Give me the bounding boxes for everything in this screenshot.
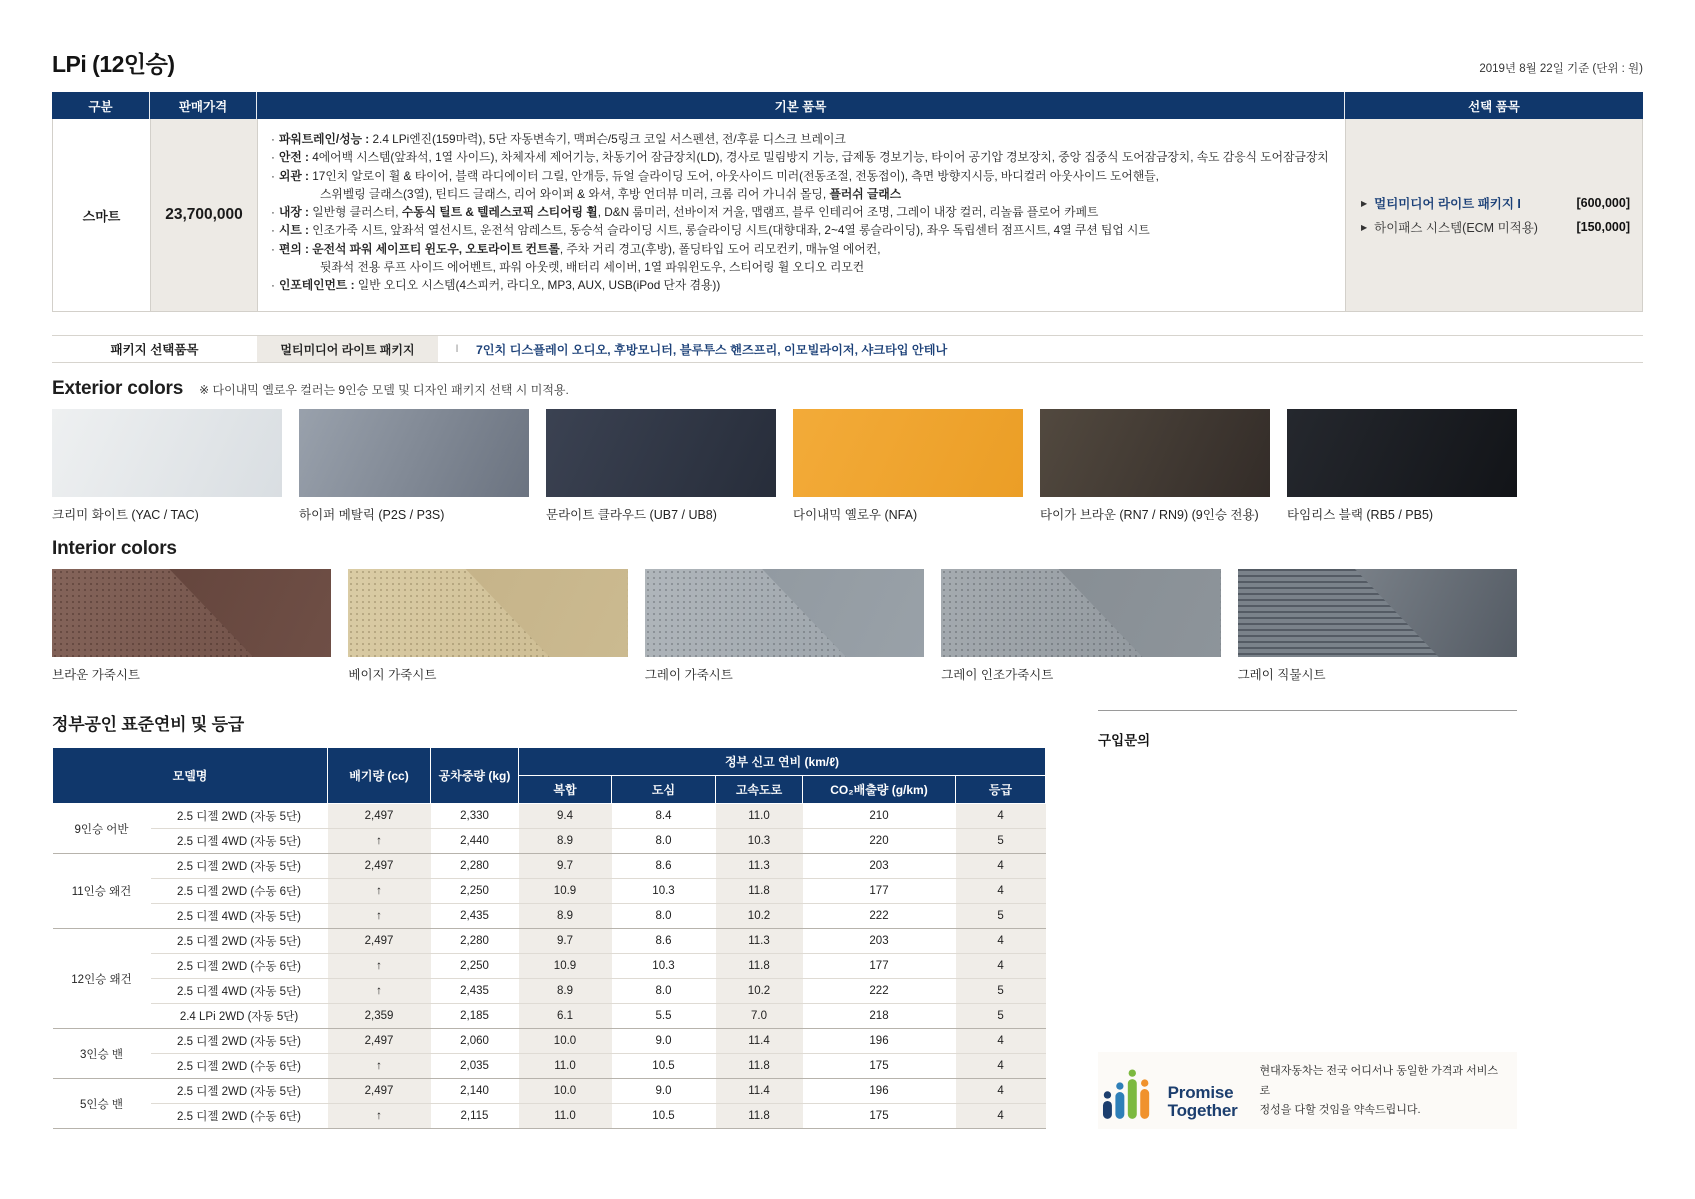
option-price: [150,000]	[1576, 220, 1630, 234]
fuel-value-cell: 4	[956, 879, 1046, 904]
package-row	[52, 335, 1643, 363]
fuel-model-cell: 2.5 디젤 4WD (자동 5단)	[151, 829, 328, 854]
spec-table	[52, 92, 1643, 312]
fuel-value-cell: 222	[803, 904, 956, 929]
fuel-table-row	[53, 879, 1046, 904]
interior-color-chip	[348, 569, 627, 657]
feature-line: · 내장 : 일반형 클러스터, 수동식 틸트 & 텔레스코픽 스티어링 휠, D&N 룸미러, 선바이저 거울, 맵램프, 블루 인테리어 조명, 그레이 내장 컬러, 리놀륨 플로어 카페트	[271, 205, 1099, 220]
exterior-swatch	[793, 409, 1023, 523]
interior-swatch-label: 그레이 직물시트	[1237, 668, 1326, 682]
interior-chip-panel	[348, 569, 627, 657]
package-name: 멀티미디어 라이트 패키지	[257, 336, 438, 362]
date-note: 2019년 8월 22일 기준 (단위 : 원)	[1479, 63, 1643, 75]
fuel-value-cell: 218	[803, 1004, 956, 1029]
fuel-table-row	[53, 1054, 1046, 1079]
exterior-color-chip	[1287, 409, 1517, 497]
option-item	[1361, 194, 1630, 212]
fuel-header-displacement: 배기량 (cc)	[328, 748, 431, 804]
feature-line: · 시트 : 인조가죽 시트, 앞좌석 열선시트, 운전석 암레스트, 동승석 슬라이딩 시트, 롱슬라이딩 시트(대향대좌, 2~4열 롱슬라이딩), 좌우 독립센터 점프시트, 4열 쿠션 팁업 시트	[271, 223, 1150, 238]
fuel-value-cell: 4	[956, 1079, 1046, 1104]
fuel-value-cell: 196	[803, 1029, 956, 1054]
bullet-icon: ·	[271, 132, 275, 146]
fuel-group-name: 5인승 밴	[53, 1079, 151, 1129]
bullet-icon: ·	[271, 150, 275, 165]
page-title: LPi (12인승)	[52, 51, 175, 77]
fuel-value-cell: 222	[803, 979, 956, 1004]
interior-swatch-label: 브라운 가죽시트	[52, 668, 140, 682]
interior-color-chip	[1238, 569, 1517, 657]
fuel-header-co2: CO₂배출량 (g/km)	[803, 776, 956, 804]
package-divider: I	[455, 343, 459, 355]
fuel-value-cell: 9.7	[519, 929, 612, 954]
option-name: 멀티미디어 라이트 패키지 I	[1374, 197, 1521, 211]
fuel-value-cell: 10.2	[716, 904, 803, 929]
fuel-section-title: 정부공인 표준연비 및 등급	[52, 715, 245, 734]
fuel-value-cell: 177	[803, 879, 956, 904]
bullet-icon: ·	[271, 205, 275, 220]
fuel-table	[52, 747, 1046, 1129]
fuel-value-cell: 10.9	[519, 879, 612, 904]
fuel-value-cell: 2,497	[328, 1079, 431, 1104]
fuel-value-cell: 4	[956, 854, 1046, 879]
interior-swatch-label: 그레이 인조가죽시트	[941, 668, 1054, 682]
fuel-group-name: 3인승 밴	[53, 1029, 151, 1079]
fuel-value-cell: 5.5	[612, 1004, 716, 1029]
interior-section-header	[52, 538, 1695, 560]
fuel-value-cell: 5	[956, 979, 1046, 1004]
bottom-section	[52, 710, 1517, 1129]
fuel-header-highway: 고속도로	[716, 776, 803, 804]
fuel-table-body	[53, 804, 1046, 1129]
fuel-value-cell: 10.3	[716, 829, 803, 854]
fuel-value-cell: 11.0	[519, 1054, 612, 1079]
inquiry-title: 구입문의	[1098, 733, 1151, 748]
exterior-color-chip	[1040, 409, 1270, 497]
fuel-value-cell: ↑	[328, 829, 431, 854]
option-item	[1361, 218, 1630, 236]
fuel-value-cell: 5	[956, 829, 1046, 854]
feature-list	[258, 119, 1346, 311]
package-contents: 7인치 디스플레이 오디오, 후방모니터, 블루투스 핸즈프리, 이모빌라이저, 샤크타입 안테나	[476, 342, 948, 357]
feature-line: 스위벨링 글래스(3열), 틴티드 글래스, 리어 와이퍼 & 와셔, 후방 언더뷰 미러, 크롬 리어 가니쉬 몰딩, 플러쉬 글래스	[320, 186, 902, 201]
bullet-icon: ·	[271, 241, 275, 256]
fuel-header-weight: 공차중량 (kg)	[431, 748, 519, 804]
fuel-value-cell: 10.9	[519, 954, 612, 979]
header-optional-items: 선택 품목	[1468, 99, 1520, 114]
fuel-model-cell: 2.5 디젤 2WD (자동 5단)	[151, 854, 328, 879]
fuel-value-cell: 10.0	[519, 1079, 612, 1104]
option-price: [600,000]	[1576, 196, 1630, 210]
fuel-value-cell: 203	[803, 854, 956, 879]
fuel-model-cell: 2.5 디젤 2WD (수동 6단)	[151, 954, 328, 979]
fuel-value-cell: 4	[956, 954, 1046, 979]
fuel-value-cell: 8.4	[612, 804, 716, 829]
header-price: 판매가격	[150, 92, 257, 119]
interior-swatch	[645, 569, 924, 683]
interior-swatch-label: 베이지 가죽시트	[348, 668, 437, 682]
fuel-value-cell: 220	[803, 829, 956, 854]
fuel-table-row	[53, 929, 1046, 954]
fuel-economy-section	[52, 710, 1046, 1129]
exterior-swatch-label: 다이내믹 옐로우 (NFA)	[793, 508, 918, 522]
fuel-value-cell: 9.4	[519, 804, 612, 829]
interior-swatch-grid	[52, 569, 1517, 683]
feature-line: · 편의 : 운전석 파워 세이프티 윈도우, 오토라이트 컨트롤, 주차 거리 경고(후방), 폴딩타입 도어 리모컨키, 매뉴얼 에어컨,	[271, 241, 881, 256]
fuel-table-row	[53, 804, 1046, 829]
interior-color-chip	[941, 569, 1220, 657]
promise-description: 현대자동차는 전국 어디서나 동일한 가격과 서비스로 정성을 다할 것임을 약속드립니다.	[1259, 1065, 1498, 1116]
fuel-value-cell: 177	[803, 954, 956, 979]
fuel-value-cell: ↑	[328, 904, 431, 929]
feature-line: · 인포테인먼트 : 일반 오디오 시스템(4스피커, 라디오, MP3, AUX, USB(iPod 단자 겸용))	[271, 278, 721, 293]
fuel-value-cell: 2,115	[431, 1104, 519, 1129]
topbar	[52, 46, 1643, 79]
exterior-swatch	[52, 409, 282, 523]
exterior-swatch	[546, 409, 776, 523]
spec-table-header	[52, 92, 1643, 119]
fuel-value-cell: 10.5	[612, 1054, 716, 1079]
interior-chip-panel	[52, 569, 331, 657]
fuel-model-cell: 2.5 디젤 4WD (자동 5단)	[151, 979, 328, 1004]
interior-chip-panel	[645, 569, 924, 657]
fuel-header-city: 도심	[612, 776, 716, 804]
promise-brand-text: Promise Together	[1167, 1082, 1238, 1121]
fuel-value-cell: 11.8	[716, 1054, 803, 1079]
fuel-value-cell: 5	[956, 1004, 1046, 1029]
fuel-value-cell: 8.0	[612, 829, 716, 854]
fuel-value-cell: 4	[956, 1029, 1046, 1054]
fuel-value-cell: 2,497	[328, 804, 431, 829]
fuel-header-combined: 복합	[519, 776, 612, 804]
fuel-value-cell: 4	[956, 1054, 1046, 1079]
fuel-table-row	[53, 829, 1046, 854]
fuel-value-cell: ↑	[328, 1054, 431, 1079]
fuel-value-cell: 2,280	[431, 854, 519, 879]
exterior-swatch-label: 하이퍼 메탈릭 (P2S / P3S)	[299, 508, 445, 522]
fuel-value-cell: 10.3	[612, 879, 716, 904]
fuel-model-cell: 2.4 LPi 2WD (자동 5단)	[151, 1004, 328, 1029]
bullet-icon: ·	[271, 223, 275, 238]
fuel-model-cell: 2.5 디젤 2WD (자동 5단)	[151, 929, 328, 954]
fuel-value-cell: 2,497	[328, 929, 431, 954]
fuel-table-row	[53, 979, 1046, 1004]
fuel-value-cell: 175	[803, 1104, 956, 1129]
package-row-label: 패키지 선택품목	[110, 343, 199, 357]
fuel-value-cell: 2,250	[431, 954, 519, 979]
fuel-value-cell: 10.3	[612, 954, 716, 979]
interior-chip-panel	[1238, 569, 1517, 657]
fuel-header-grade: 등급	[956, 776, 1046, 804]
fuel-header-economy-group: 정부 신고 연비 (km/ℓ)	[519, 748, 1046, 776]
fuel-value-cell: 4	[956, 1104, 1046, 1129]
fuel-table-row	[53, 1004, 1046, 1029]
fuel-value-cell: 10.0	[519, 1029, 612, 1054]
fuel-value-cell: 2,280	[431, 929, 519, 954]
fuel-value-cell: 4	[956, 804, 1046, 829]
exterior-note: ※ 다이내믹 옐로우 컬러는 9인승 모델 및 디자인 패키지 선택 시 미적용.	[199, 383, 569, 397]
fuel-value-cell: 2,185	[431, 1004, 519, 1029]
fuel-value-cell: 175	[803, 1054, 956, 1079]
fuel-value-cell: 11.0	[716, 804, 803, 829]
option-name: 하이패스 시스템(ECM 미적용)	[1374, 221, 1538, 235]
fuel-table-row	[53, 1029, 1046, 1054]
fuel-value-cell: 2,435	[431, 904, 519, 929]
exterior-section-header	[52, 378, 1695, 400]
fuel-value-cell: 8.9	[519, 979, 612, 1004]
feature-line: · 외관 : 17인치 알로이 휠 & 타이어, 블랙 라디에이터 그릴, 안개등, 듀얼 슬라이딩 도어, 아웃사이드 미러(전동조절, 전동접이), 측면 방향지시등, 바디컬러 아웃사이드 도어핸들,	[271, 168, 1159, 183]
feature-line: · 파워트레인/성능 : 2.4 LPi엔진(159마력), 5단 자동변속기, 맥퍼슨/5링크 코일 서스펜션, 전/후륜 디스크 브레이크	[271, 132, 846, 146]
fuel-value-cell: 2,250	[431, 879, 519, 904]
feature-line: · 안전 : 4에어백 시스템(앞좌석, 1열 사이드), 차체자세 제어기능, 차동기어 잠금장치(LD), 경사로 밀림방지 기능, 급제동 경보기능, 타이어 공기압 경보장치, 중앙 집중식 도어잠금장치, 속도 감응식 도어잠금장치	[271, 150, 1329, 165]
fuel-group-name: 12인승 왜건	[53, 929, 151, 1029]
exterior-color-chip	[793, 409, 1023, 497]
fuel-value-cell: 8.9	[519, 904, 612, 929]
fuel-model-cell: 2.5 디젤 2WD (수동 6단)	[151, 1104, 328, 1129]
fuel-value-cell: 2,435	[431, 979, 519, 1004]
fuel-value-cell: 10.2	[716, 979, 803, 1004]
fuel-value-cell: 9.0	[612, 1029, 716, 1054]
exterior-color-chip	[299, 409, 529, 497]
fuel-value-cell: 11.8	[716, 1104, 803, 1129]
exterior-color-chip	[52, 409, 282, 497]
interior-swatch	[941, 569, 1220, 683]
interior-color-chip	[52, 569, 331, 657]
exterior-swatch-label: 타이가 브라운 (RN7 / RN9) (9인승 전용)	[1040, 508, 1259, 522]
fuel-value-cell: 7.0	[716, 1004, 803, 1029]
fuel-model-cell: 2.5 디젤 2WD (자동 5단)	[151, 1029, 328, 1054]
interior-color-chip	[645, 569, 924, 657]
fuel-model-cell: 2.5 디젤 2WD (수동 6단)	[151, 1054, 328, 1079]
fuel-value-cell: 11.8	[716, 954, 803, 979]
fuel-value-cell: ↑	[328, 954, 431, 979]
interior-swatch	[1238, 569, 1517, 683]
exterior-title: Exterior colors	[52, 378, 184, 399]
fuel-value-cell: 11.3	[716, 854, 803, 879]
fuel-group-name: 9인승 어반	[53, 804, 151, 854]
exterior-swatch-label: 크리미 화이트 (YAC / TAC)	[52, 508, 199, 522]
exterior-swatch	[1287, 409, 1517, 523]
fuel-table-row	[53, 1104, 1046, 1129]
fuel-model-cell: 2.5 디젤 2WD (자동 5단)	[151, 1079, 328, 1104]
fuel-value-cell: 6.1	[519, 1004, 612, 1029]
fuel-value-cell: 11.8	[716, 879, 803, 904]
fuel-model-cell: 2.5 디젤 4WD (자동 5단)	[151, 904, 328, 929]
fuel-value-cell: 5	[956, 904, 1046, 929]
fuel-value-cell: 8.9	[519, 829, 612, 854]
fuel-table-row	[53, 904, 1046, 929]
fuel-value-cell: ↑	[328, 979, 431, 1004]
header-category: 구분	[52, 92, 150, 119]
fuel-value-cell: 8.0	[612, 979, 716, 1004]
exterior-color-chip	[546, 409, 776, 497]
fuel-value-cell: 4	[956, 929, 1046, 954]
bullet-icon: ·	[271, 278, 275, 293]
promise-together-logo-icon	[1100, 1065, 1156, 1121]
fuel-value-cell: 210	[803, 804, 956, 829]
fuel-value-cell: 2,497	[328, 854, 431, 879]
fuel-value-cell: 8.6	[612, 929, 716, 954]
fuel-value-cell: 2,035	[431, 1054, 519, 1079]
option-arrow-icon: ▶	[1361, 222, 1368, 232]
fuel-value-cell: 9.0	[612, 1079, 716, 1104]
purchase-inquiry-panel	[1098, 710, 1517, 1129]
trim-name: 스마트	[53, 119, 151, 311]
exterior-swatch	[299, 409, 529, 523]
fuel-value-cell: 8.0	[612, 904, 716, 929]
price-value: 23,700,000	[151, 119, 258, 311]
option-arrow-icon: ▶	[1361, 198, 1368, 208]
fuel-value-cell: 11.4	[716, 1079, 803, 1104]
fuel-value-cell: ↑	[328, 1104, 431, 1129]
option-list	[1346, 119, 1642, 311]
fuel-value-cell: 8.6	[612, 854, 716, 879]
interior-swatch	[52, 569, 331, 683]
fuel-value-cell: 2,440	[431, 829, 519, 854]
fuel-value-cell: 2,330	[431, 804, 519, 829]
exterior-swatch-grid	[52, 409, 1517, 523]
interior-title: Interior colors	[52, 538, 177, 559]
fuel-value-cell: 11.3	[716, 929, 803, 954]
fuel-table-row	[53, 1079, 1046, 1104]
fuel-value-cell: 196	[803, 1079, 956, 1104]
fuel-value-cell: 10.5	[612, 1104, 716, 1129]
fuel-table-row	[53, 954, 1046, 979]
bullet-icon: ·	[271, 168, 275, 183]
fuel-value-cell: 2,140	[431, 1079, 519, 1104]
fuel-header-model: 모델명	[53, 748, 328, 804]
fuel-value-cell: 9.7	[519, 854, 612, 879]
fuel-value-cell: 2,359	[328, 1004, 431, 1029]
fuel-value-cell: 2,060	[431, 1029, 519, 1054]
fuel-model-cell: 2.5 디젤 2WD (자동 5단)	[151, 804, 328, 829]
fuel-value-cell: 11.4	[716, 1029, 803, 1054]
exterior-swatch	[1040, 409, 1270, 523]
fuel-value-cell: 203	[803, 929, 956, 954]
header-base-items: 기본 품목	[257, 92, 1345, 119]
fuel-value-cell: 11.0	[519, 1104, 612, 1129]
fuel-table-row	[53, 854, 1046, 879]
fuel-value-cell: ↑	[328, 879, 431, 904]
exterior-swatch-label: 타임리스 블랙 (RB5 / PB5)	[1287, 508, 1434, 522]
feature-line: 뒷좌석 전용 루프 사이드 에어벤트, 파워 아웃렛, 배터리 세이버, 1열 파워윈도우, 스티어링 휠 오디오 리모컨	[320, 259, 865, 274]
interior-swatch	[348, 569, 627, 683]
interior-swatch-label: 그레이 가죽시트	[644, 668, 733, 682]
spec-table-body	[52, 119, 1643, 312]
fuel-value-cell: 2,497	[328, 1029, 431, 1054]
interior-chip-panel	[941, 569, 1220, 657]
fuel-group-name: 11인승 왜건	[53, 854, 151, 929]
exterior-swatch-label: 문라이트 클라우드 (UB7 / UB8)	[546, 508, 717, 522]
promise-together-block	[1098, 1052, 1517, 1129]
fuel-model-cell: 2.5 디젤 2WD (수동 6단)	[151, 879, 328, 904]
